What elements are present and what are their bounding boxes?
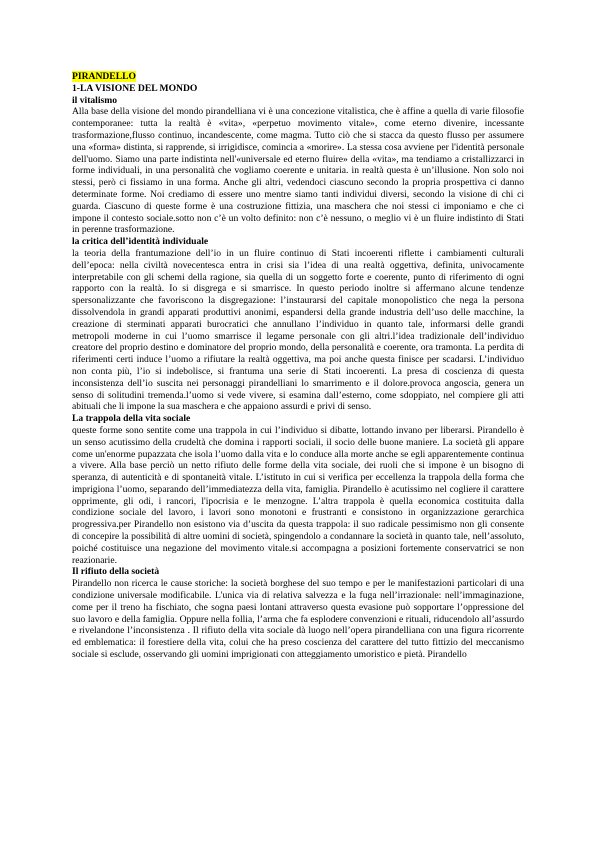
document-subtitle: 1-LA VISIONE DEL MONDO xyxy=(72,82,198,94)
section-heading-vitalismo: il vitalismo xyxy=(72,94,118,106)
title-highlight: PIRANDELLO xyxy=(72,71,136,82)
document-page xyxy=(72,71,524,661)
section-body-vitalismo: Alla base della visione del mondo pirandelliana vi è una concezione vitalistica, che è affine a quella di varie filosofie contemporanee: tutta la realtà è «vita», «perpetuo movimento vitale», come eterno divenire, incessante trasformazione,flusso continuo, incandescente, come magma. Tutto ciò che si stacca da questo flusso per assumere una «forma» distinta, si rapprende, si irrigidisce, comincia a «morire». La stessa cosa avviene per l'identità personale dell'uomo. Siamo una parte indistinta nell'«universale ed eterno fluire» della «vita», ma tendiamo a cristallizzarci in forme individuali, in una personalità che vogliamo coerente e unitaria. in realtà questa è un’illusione. Non solo noi stessi, però ci fissiamo in una forma. Anche gli altri, vedendoci ciascuno secondo la propria prospettiva ci danno determinate forme. Noi crediamo di essere uno mentre siamo tanti individui diversi, secondo la visione di chi ci guarda. Ciascuno di queste forme è una costruzione fittizia, una maschera che noi stessi ci imponiamo e che ci impone il contesto sociale.sotto non c’è un volto definito: non c’è nessuno, o meglio vi è un fluire indistinto di Stati in perenne trasformazione. xyxy=(72,106,524,236)
section-heading-rifiuto-societa: Il rifiuto della società xyxy=(72,566,160,578)
section-body-trappola-vita-sociale: queste forme sono sentite come una trappola in cui l’individuo si dibatte, lottando invano per liberarsi. Pirandello è un senso acutissimo della crudeltà che domina i rapporti sociali, il socio delle buone maniere. La società gli appare come un'enorme pupazzata che isola l’uomo dalla vita e lo conduce alla morte anche se egli apparentemente continua a vivere. Alla base perciò un netto rifiuto delle forme della vita sociale, dei ruoli che si impone è un bisogno di speranza, di autenticità e di spontaneità vitale. L’istituto in cui si verifica per eccellenza la trappola della forma che imprigiona l’uomo, separando dell’immediatezza della vita, famiglia. Pirandello è acutissimo nel cogliere il carattere opprimente, gli odi, i rancori, l'ipocrisia e le menzogne. L’altra trappola è quella economica costituita dalla condizione sociale del lavoro, i lavori sono monotoni e frustranti e consistono in organizzazione gerarchica progressiva.per Pirandello non esistono via d’uscita da questa trappola: il suo radicale pessimismo non gli consente di concepire la possibilità di altre uomini di società, spingendolo a condannare la società in quanto tale, nell’assoluto, poiché costituisce una negazione del movimento vitale.si accompagna a posizioni fortemente conservatrici se non reazionarie. xyxy=(72,424,524,566)
section-body-critica-identita: la teoria della frantumazione dell’io in un fluire continuo di Stati incoerenti riflette i cambiamenti culturali dell’epoca: nella civiltà novecentesca entra in crisi sia l’idea di una realtà oggettiva, definita, univocamente interpretabile con gli schemi della ragione, sia quella di un soggetto forte e coerente, punto di riferimento di ogni rapporto con la realtà. Io si disgrega e si smarrisce. In questo periodo inoltre si affermano alcune tendenze spersonalizzante che favoriscono la disgregazione: l’instaurarsi del capitale monopolistico che nega la persona dissolvendola in grandi apparati produttivi anonimi, espandersi della grande industria dell’uso delle macchine, la creazione di sterminati apparati burocratici che annullano l’individuo in quanto tale, informarsi delle grandi metropoli moderne in cui l’uomo smarrisce il legame personale con gli altri.l’idea tradizionale dell’individuo creatore del proprio destino e dominatore del proprio mondo, della personalità e coerente, ora tramonta. La perdita di riferimenti certi induce l’uomo a rifiutare la realtà oggettiva, ma poi anche questa finisce per scadarsi. L’individuo non conta più, l’io si indebolisce, si frantuma una serie di Stati incoerenti. La presa di coscienza di questa inconsistenza dell’io suscita nei personaggi pirandelliani lo smarrimento e il dolore.provoca angoscia, genera un senso di solitudini tremenda.l’uomo si vede vivere, si esamina dall’esterno, come sdoppiato, nel compiere gli atti abituali che li impone la sua maschera e che appaiono assurdi e privi di senso. xyxy=(72,247,524,413)
section-heading-critica-identita: la critica dell’identità individuale xyxy=(72,236,209,248)
document-title xyxy=(72,71,524,83)
section-body-rifiuto-societa: Pirandello non ricerca le cause storiche: la società borghese del suo tempo e per le manifestazioni particolari di una condizione universale modificabile. L'unica via di relativa salvezza e la fuga nell’irrazionale: nell’immaginazione, come per il treno ha fischiato, che sogna paesi lontani attraverso questa evasione può sopportare l’oppressione del suo lavoro e della famiglia. Oppure nella follia, l’arma che fa esplodere convenzioni e rituali, riducendolo all’assurdo e rivelandone l’inconsistenza . Il rifiuto della vita sociale dà luogo nell’opera pirandelliana con una figura ricorrente ed emblematica: il forestiere della vita, colui che ha preso coscienza del carattere del tutto fittizio del meccanismo sociale si esclude, osservando gli uomini imprigionati con atteggiamento umoristico e pietà. Pirandello xyxy=(72,578,524,661)
section-heading-trappola-vita-sociale: La trappola della vita sociale xyxy=(72,413,191,425)
